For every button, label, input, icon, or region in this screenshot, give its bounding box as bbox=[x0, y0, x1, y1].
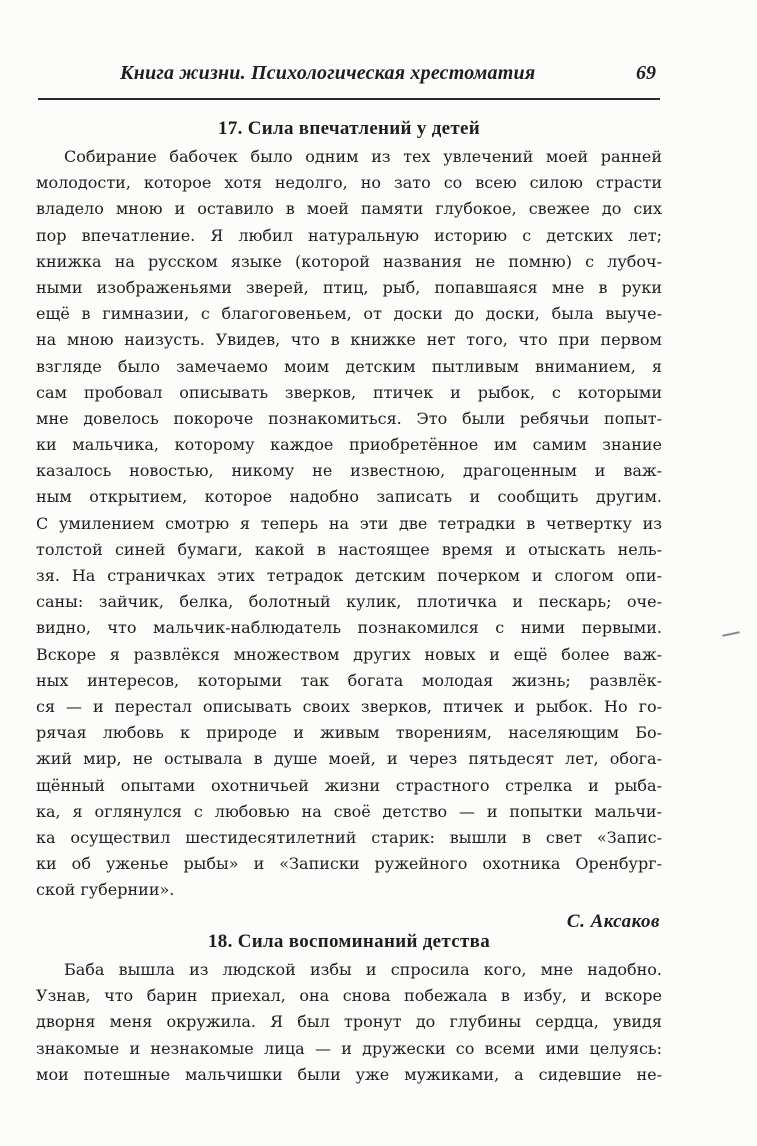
text-line: ской губернии». bbox=[36, 880, 175, 900]
text-line: ка, я оглянулся с любовью на своё детство — и попытки мальчи- bbox=[36, 801, 662, 821]
text-line: знакомые и незнакомые лица — и дружески со всеми ими целуясь: bbox=[36, 1038, 662, 1058]
text-line: ещё в гимназии, с благоговеньем, от доски до доски, была выуче- bbox=[36, 304, 662, 324]
text-line: пор впечатление. Я любил натуральную историю с детских лет; bbox=[36, 225, 662, 245]
text-line: зя. На страничках этих тетрадок детским почерком и слогом опи- bbox=[36, 566, 662, 585]
text-line: саны: зайчик, белка, болотный кулик, плотичка и пескарь; оче- bbox=[36, 592, 662, 612]
section-17-title: 17. Сила впечатлений у детей bbox=[218, 118, 480, 139]
text-line: Вскоре я развлёкся множеством других новых и ещё более важ- bbox=[36, 644, 662, 664]
section-18-text bbox=[36, 957, 662, 1088]
author-signature: С. Аксаков bbox=[566, 911, 660, 933]
page-number: 69 bbox=[636, 62, 656, 84]
text-line: книжка на русском языке (которой названия не помню) с лубоч- bbox=[36, 251, 662, 271]
text-line: молодости, которое хотя недолго, но зато со всею силою страсти bbox=[36, 173, 662, 193]
text-line: взгляде было замечаемо моим детским пытливым вниманием, я bbox=[36, 356, 662, 376]
text-line: Баба вышла из людской избы и спросила кого, мне надобно. bbox=[64, 960, 662, 979]
section-18 bbox=[36, 930, 662, 1088]
text-line: Собирание бабочек было одним из тех увлечений моей ранней bbox=[64, 147, 662, 166]
text-line: жий мир, не остывала в душе моей, и через пятьдесят лет, обога- bbox=[36, 749, 662, 769]
text-line: ся — и перестал описывать своих зверков, птичек и рыбок. Но го- bbox=[36, 696, 662, 716]
text-line: сам пробовал описывать зверков, птичек и рыбок, с которыми bbox=[36, 382, 662, 402]
running-header bbox=[38, 58, 660, 100]
text-line: мне довелось покороче познакомиться. Это были ребячьи попыт- bbox=[36, 408, 662, 428]
text-line: Узнав, что барин приехал, она снова побежала в избу, и вскоре bbox=[36, 986, 662, 1006]
text-line: ки мальчика, которому каждое приобретённое им самим знание bbox=[36, 435, 662, 455]
section-17 bbox=[36, 117, 662, 935]
scan-speck bbox=[722, 631, 740, 637]
text-line: видно, что мальчик-наблюдатель познакомился с ними первыми. bbox=[36, 618, 662, 638]
text-line: мои потешные мальчишки были уже мужиками, а сидевшие не- bbox=[36, 1064, 662, 1084]
text-line: ка осуществил шестидесятилетний старик: вышли в свет «Запис- bbox=[36, 827, 662, 847]
text-line: рячая любовь к природе и живым творениям, населяющим Бо- bbox=[36, 723, 662, 743]
text-line: ки об уженье рыбы» и «Записки ружейного охотника Оренбург- bbox=[36, 854, 662, 874]
section-18-title: 18. Сила воспоминаний детства bbox=[208, 931, 490, 952]
text-line: толстой синей бумаги, какой в настоящее время и отыскать нель- bbox=[36, 539, 662, 559]
book-title: Книга жизни. Психологическая хрестоматия bbox=[120, 62, 536, 84]
text-line: дворня меня окружила. Я был тронут до глубины сердца, увидя bbox=[36, 1012, 662, 1032]
text-line: щённый опытами охотничьей жизни страстного стрелка и рыба- bbox=[36, 775, 662, 795]
text-line: С умилением смотрю я теперь на эти две тетрадки в четвертку из bbox=[36, 513, 662, 533]
text-line: ным открытием, которое надобно записать и сообщить другим. bbox=[36, 487, 662, 507]
text-line: ных интересов, которыми так богата молодая жизнь; развлёк- bbox=[36, 670, 662, 690]
text-line: ными изображеньями зверей, птиц, рыб, попавшаяся мне в руки bbox=[36, 277, 662, 297]
text-line: на мною наизусть. Увидев, что в книжке нет того, что при первом bbox=[36, 330, 662, 350]
section-17-text bbox=[36, 144, 662, 903]
text-line: казалось новостью, никому не известною, драгоценным и важ- bbox=[36, 461, 662, 481]
text-line: владело мною и оставило в моей памяти глубокое, свежее до сих bbox=[36, 199, 662, 219]
